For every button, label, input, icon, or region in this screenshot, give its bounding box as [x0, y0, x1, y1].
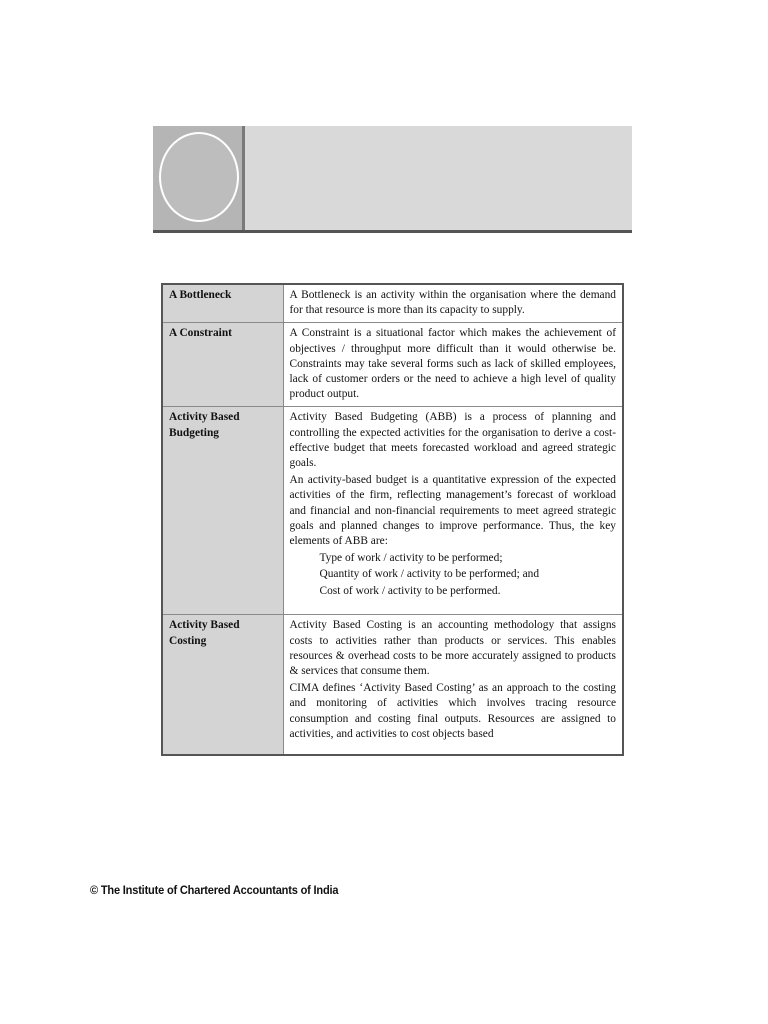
term-label: Activity Based Budgeting [169, 411, 240, 439]
list-item: Quantity of work / activity to be performed; and [319, 568, 540, 581]
copyright-footer: © The Institute of Chartered Accountants of India [90, 883, 339, 897]
table-row [162, 615, 623, 755]
definition-paragraph: Activity Based Costing is an accounting methodology that assigns costs to activities rather than products or services. This enables resources & overhead costs to be more accurately assigned to products & services that consume them. [289, 619, 616, 678]
list-item: Cost of work / activity to be performed. [319, 584, 501, 597]
definition-cell [283, 615, 623, 755]
table-row [162, 407, 623, 615]
definition-paragraph: CIMA defines ‘Activity Based Costing’ as an approach to the costing and monitoring of activities which involves tracing resource consumption and costing final outputs. Resources are assigned to activities, and activities to cost objects based [289, 682, 616, 740]
term-cell [162, 615, 283, 755]
term-cell [162, 407, 283, 615]
header-emblem-panel [153, 126, 245, 230]
table-row [162, 284, 623, 323]
term-label: A Constraint [169, 327, 232, 340]
definition-paragraph: A Bottleneck is an activity within the organisation where the demand for that resource is more than its capacity to supply. [289, 289, 616, 317]
glossary-table [161, 283, 624, 756]
term-cell [162, 323, 283, 407]
definition-cell [283, 323, 623, 407]
definition-paragraph: An activity-based budget is a quantitative expression of the expected activities of the firm, reflecting management’s forecast of workload and financial and non-financial requirements to meet agreed strategic goals and planned changes to improve performance. Thus, the key elements of ABB are: [289, 474, 616, 548]
term-label: A Bottleneck [169, 289, 232, 301]
header-banner [153, 126, 632, 233]
definition-cell [283, 284, 623, 323]
definition-paragraph: A Constraint is a situational factor which makes the achievement of objectives / throughput more difficult than it would otherwise be. Constraints may take several forms such as lack of skilled employees, lack of customer orders or the need to achieve a high level of quality product output. [289, 327, 616, 401]
term-cell [162, 284, 283, 323]
circle-emblem-icon [159, 132, 239, 222]
term-label: Activity Based Costing [169, 619, 240, 647]
table-row [162, 323, 623, 407]
list-item: Type of work / activity to be performed; [319, 552, 503, 565]
definition-cell [283, 407, 623, 615]
definition-paragraph: Activity Based Budgeting (ABB) is a process of planning and controlling the expected activities for the organisation to derive a cost-effective budget that meets forecasted workload and agreed strategic goals. [289, 411, 616, 470]
